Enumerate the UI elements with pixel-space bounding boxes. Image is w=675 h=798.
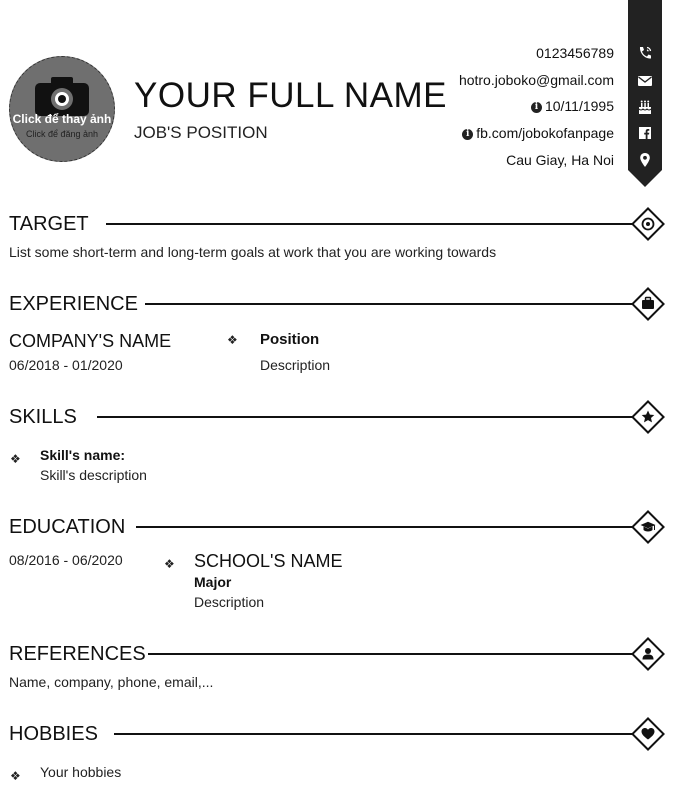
heart-icon <box>630 716 666 752</box>
envelope-icon <box>637 73 653 89</box>
section-title-hobbies[interactable]: HOBBIES <box>9 723 98 745</box>
hobbies-text[interactable]: Your hobbies <box>40 764 122 780</box>
phone-icon <box>637 45 653 61</box>
birthday-field[interactable] <box>531 98 614 114</box>
section-divider <box>106 223 632 225</box>
birthday-cake-icon <box>637 99 653 115</box>
target-text[interactable]: List some short-term and long-term goals at work that you are working towards <box>9 244 497 260</box>
facebook-icon <box>637 125 653 141</box>
camera-icon <box>33 75 91 117</box>
section-title-target[interactable]: TARGET <box>9 213 89 235</box>
bullet-icon: ❖ <box>227 333 238 347</box>
education-period[interactable]: 08/2016 - 06/2020 <box>9 552 123 568</box>
skill-name[interactable]: Skill's name: <box>40 447 126 463</box>
section-divider <box>97 416 632 418</box>
experience-period[interactable]: 06/2018 - 01/2020 <box>9 357 123 373</box>
section-title-skills[interactable]: SKILLS <box>9 406 77 428</box>
info-icon: i <box>462 129 473 140</box>
skill-description[interactable]: Skill's description <box>40 467 147 483</box>
company-name[interactable]: COMPANY'S NAME <box>9 331 172 351</box>
avatar[interactable] <box>9 56 115 162</box>
bullet-icon: ❖ <box>10 452 21 466</box>
avatar-upload-label[interactable]: Click để đăng ảnh <box>25 129 99 139</box>
bullet-icon: ❖ <box>10 769 21 783</box>
star-icon <box>630 399 666 435</box>
section-title-references[interactable]: REFERENCES <box>9 643 146 665</box>
experience-position[interactable]: Position <box>260 331 320 348</box>
facebook-field[interactable] <box>462 125 614 141</box>
avatar-change-label[interactable]: Click để thay ảnh <box>12 112 112 126</box>
section-divider <box>114 733 632 735</box>
job-position[interactable]: JOB'S POSITION <box>134 123 268 142</box>
section-divider <box>145 303 632 305</box>
briefcase-icon <box>630 286 666 322</box>
user-icon <box>630 636 666 672</box>
bullet-icon: ❖ <box>164 557 175 571</box>
map-marker-icon <box>637 152 653 168</box>
phone-number[interactable]: 0123456789 <box>536 45 614 61</box>
facebook-value: fb.com/jobokofanpage <box>476 125 614 141</box>
education-description[interactable]: Description <box>194 594 265 610</box>
experience-description[interactable]: Description <box>260 357 331 373</box>
section-title-experience[interactable]: EXPERIENCE <box>9 293 138 315</box>
section-divider <box>148 653 632 655</box>
section-title-education[interactable]: EDUCATION <box>9 516 126 538</box>
graduation-cap-icon <box>630 509 666 545</box>
info-icon: i <box>531 102 542 113</box>
section-divider <box>136 526 632 528</box>
target-icon <box>630 206 666 242</box>
birthday-value: 10/11/1995 <box>544 98 614 114</box>
email-address[interactable]: hotro.joboko@gmail.com <box>458 72 614 88</box>
address-field[interactable]: Cau Giay, Ha Noi <box>506 152 614 168</box>
full-name[interactable]: YOUR FULL NAME <box>134 76 447 115</box>
school-name[interactable]: SCHOOL'S NAME <box>194 551 343 571</box>
references-text[interactable]: Name, company, phone, email,... <box>9 674 214 690</box>
education-major[interactable]: Major <box>194 574 232 590</box>
